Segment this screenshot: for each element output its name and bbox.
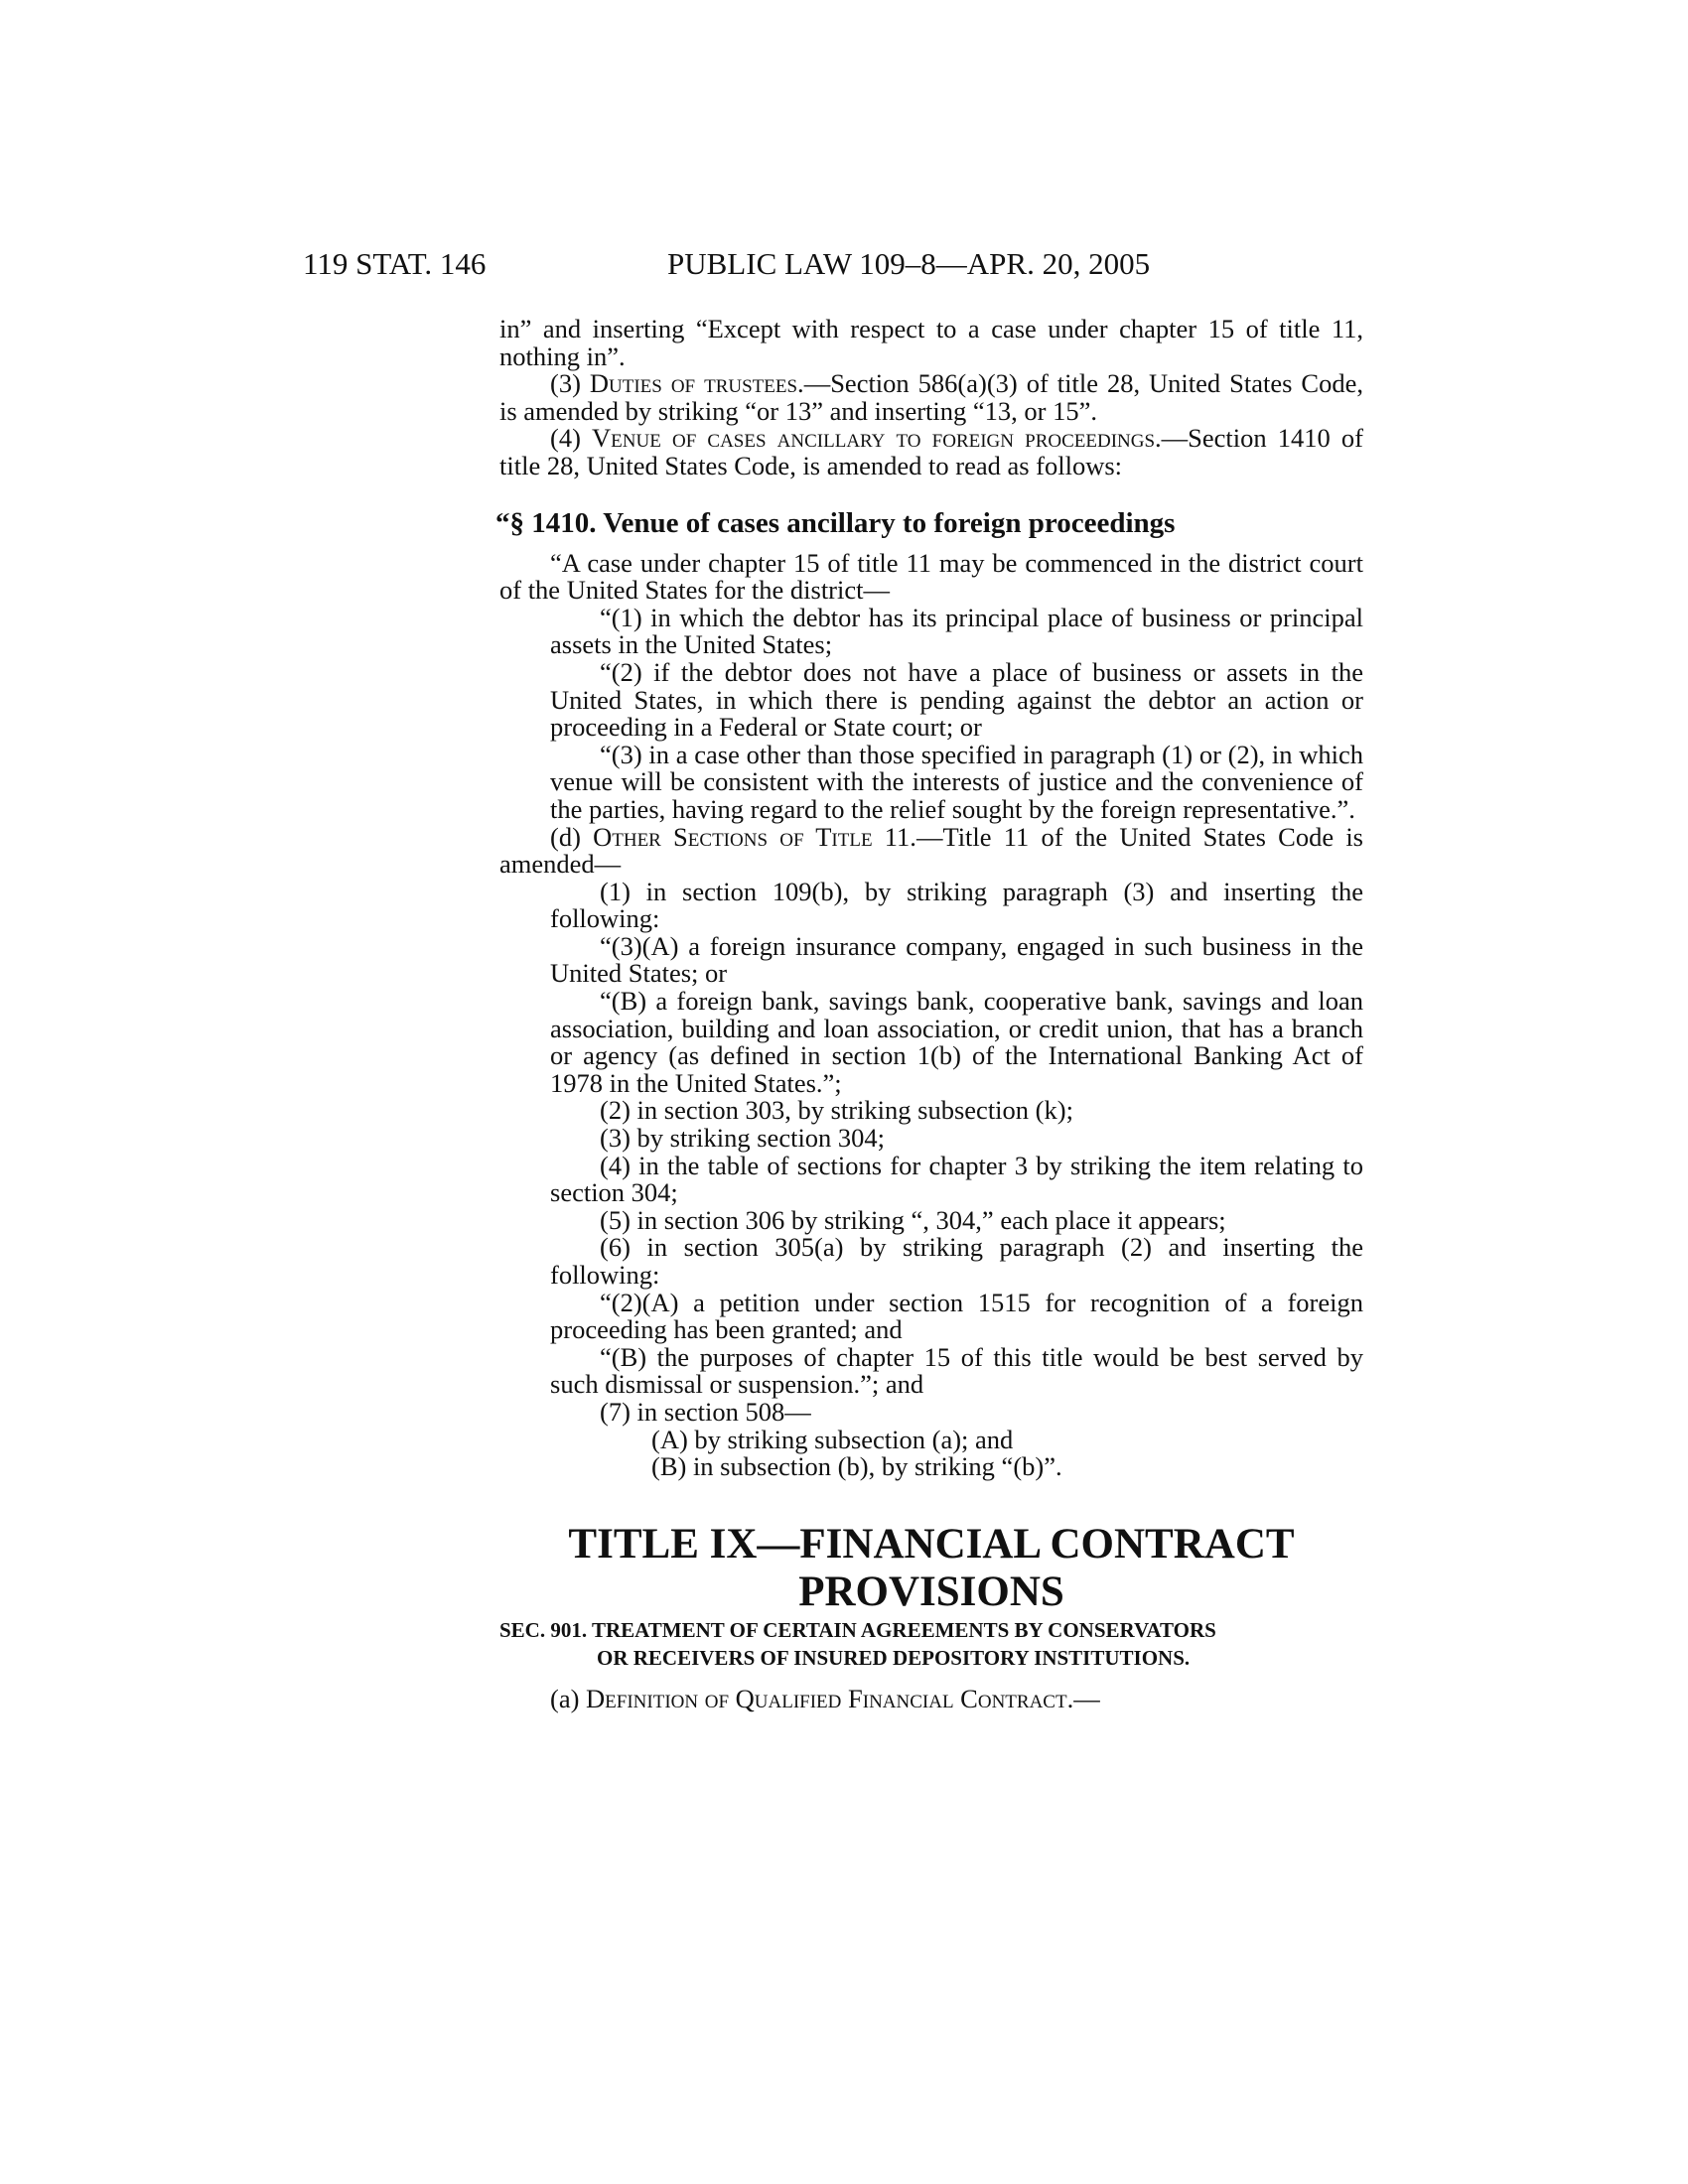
list-item: “(3)(A) a foreign insurance company, engaged in such business in the United States; or [550, 930, 1363, 989]
paragraph-heading: Venue of cases ancillary to foreign proceedings. [592, 423, 1162, 454]
statute-page-number: 119 STAT. 146 [303, 246, 487, 281]
list-item: (2) in section 303, by striking subsection (k); [600, 1095, 1073, 1126]
paragraph-number: (3) [550, 368, 590, 399]
paragraph-other-sections [499, 821, 1363, 880]
title-line: PROVISIONS [798, 1568, 1064, 1615]
list-item: (7) in section 508— [600, 1396, 811, 1427]
list-item: “(2)(A) a petition under section 1515 for recognition of a foreign proceeding has been granted; and [550, 1287, 1363, 1345]
paragraph: in” and inserting “Except with respect to a case under chapter 15 of title 11, nothing in”. [499, 314, 1363, 371]
section-heading-line: OR RECEIVERS OF INSURED DEPOSITORY INSTITUTIONS. [597, 1645, 1191, 1670]
paragraph-number: (a) [550, 1683, 587, 1713]
title-line: TITLE IX—FINANCIAL CONTRACT [568, 1520, 1295, 1568]
list-item: (5) in section 306 by striking “, 304,” each place it appears; [600, 1204, 1226, 1235]
list-item: (1) in section 109(b), by striking paragraph (3) and inserting the following: [550, 876, 1363, 934]
list-item: (6) in section 305(a) by striking paragraph (2) and inserting the following: [550, 1232, 1363, 1290]
paragraph-text: —Section 586(a)(3) of title 28, United States Code, is amended by striking “or 13” and inserting “13, or 15”. [499, 368, 1363, 426]
paragraph-number: (d) [550, 821, 594, 852]
paragraph-heading: Definition of Qualified Financial Contract. [586, 1683, 1074, 1713]
list-item: “(3) in a case other than those specified in paragraph (1) or (2), in which venue will be consistent with the interests of justice and the convenience of the parties, having regard to the relief sought by the foreign representative.”. [550, 739, 1363, 824]
list-item: “(B) a foreign bank, savings bank, cooperative bank, savings and loan association, building and loan association, or credit union, that has a branch or agency (as defined in section 1(b) of the International Banking Act of 1978 in the United States.”; [550, 986, 1363, 1098]
paragraph-venue [499, 425, 1363, 479]
paragraph-text: —Title 11 of the United States Code is amended— [499, 821, 1363, 880]
list-item: “(B) the purposes of chapter 15 of this title would be best served by such dismissal or suspension.”; and [550, 1341, 1363, 1400]
page-body [495, 314, 1363, 1713]
running-head: PUBLIC LAW 109–8—APR. 20, 2005 [667, 246, 1151, 281]
paragraph-number: (4) [550, 423, 593, 454]
section-heading-line: SEC. 901. TREATMENT OF CERTAIN AGREEMENTS BY CONSERVATORS [499, 1617, 1216, 1642]
paragraph-text: —Section 1410 of title 28, United States Code, is amended to read as follows: [499, 423, 1363, 480]
paragraph-heading: Other Sections of Title 11. [593, 821, 916, 852]
list-subitem: (A) by striking subsection (a); and [651, 1424, 1014, 1454]
page-header [0, 246, 1688, 286]
section-901-heading [499, 1616, 1363, 1672]
paragraph-heading: Duties of trustees. [589, 368, 804, 399]
paragraph-text: — [1073, 1683, 1100, 1713]
paragraph: “A case under chapter 15 of title 11 may be commenced in the district court of the United States for the district— [499, 547, 1363, 606]
list-item: (3) by striking section 304; [600, 1123, 886, 1154]
paragraph-duties-of-trustees [499, 370, 1363, 425]
title-heading [499, 1521, 1363, 1616]
list-item: (4) in the table of sections for chapter 3 by striking the item relating to section 304; [550, 1150, 1363, 1208]
paragraph-definition [499, 1683, 1363, 1713]
list-item: “(1) in which the debtor has its principal place of business or principal assets in the United States; [550, 602, 1363, 660]
list-subitem: (B) in subsection (b), by striking “(b)”. [651, 1451, 1062, 1482]
list-item: “(2) if the debtor does not have a place of business or assets in the United States, in which there is pending against the debtor an action or proceeding in a Federal or State court; or [550, 656, 1363, 743]
section-1410-heading: “§ 1410. Venue of cases ancillary to foreign proceedings [495, 506, 1176, 539]
